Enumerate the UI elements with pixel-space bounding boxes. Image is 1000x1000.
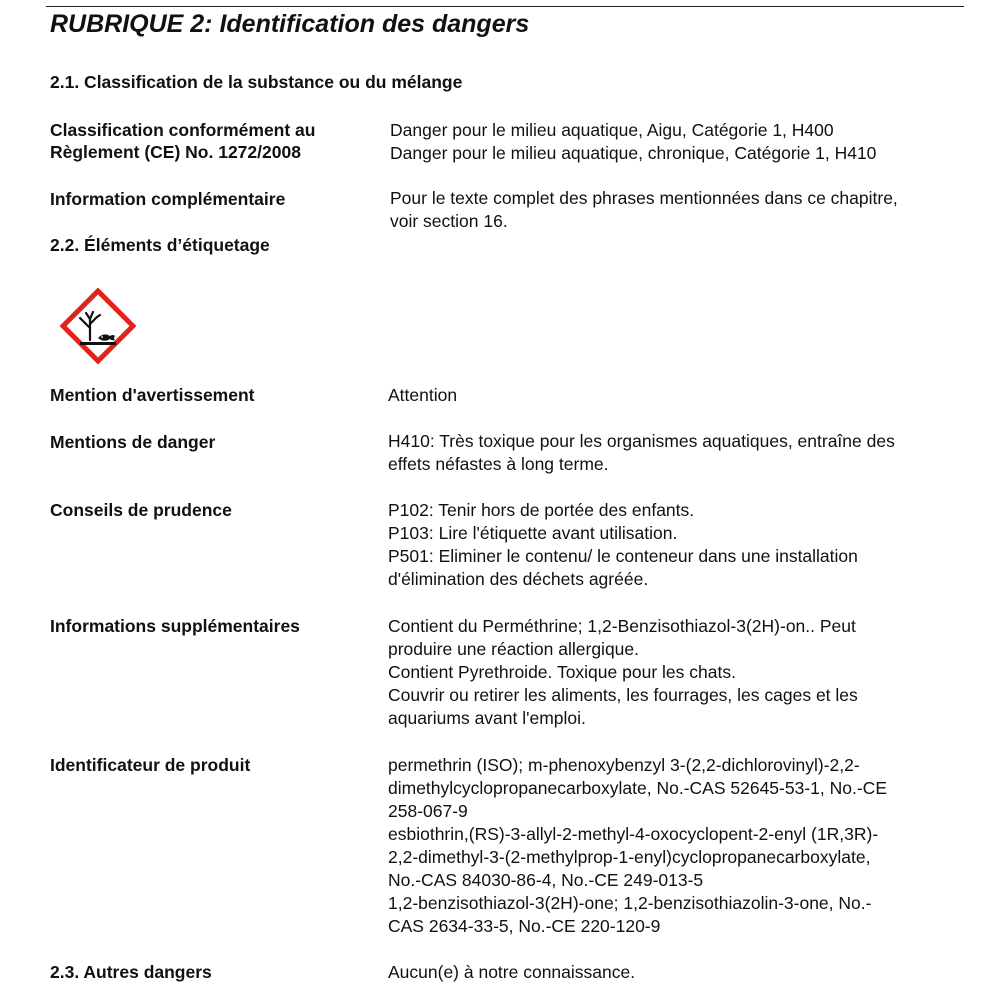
supplementary-line: Couvrir ou retirer les aliments, les fourrages, les cages et les <box>388 685 858 705</box>
precaution-line: d'élimination des déchets agréée. <box>388 569 649 589</box>
supplementary-line: produire une réaction allergique. <box>388 639 639 659</box>
hazard-statements-label: Mentions de danger <box>50 432 216 452</box>
product-identifier-label: Identificateur de produit <box>50 755 251 775</box>
classification-value <box>390 119 876 165</box>
section-title: RUBRIQUE 2: Identification des dangers <box>50 10 530 38</box>
supplementary-line: Contient du Perméthrine; 1,2-Benzisothiazol-3(2H)-on.. Peut <box>388 616 856 636</box>
signal-word-label: Mention d'avertissement <box>50 385 255 405</box>
info-value <box>390 187 898 233</box>
supplementary-info-label: Informations supplémentaires <box>50 616 300 636</box>
heading-2-3: 2.3. Autres dangers <box>50 962 212 982</box>
top-rule <box>46 6 964 7</box>
heading-2-1: 2.1. Classification de la substance ou du mélange <box>50 72 463 92</box>
product-identifier-value <box>388 754 887 938</box>
hazard-line: effets néfastes à long terme. <box>388 454 609 474</box>
precaution-line: P102: Tenir hors de portée des enfants. <box>388 500 695 520</box>
signal-word-value: Attention <box>388 385 458 405</box>
precaution-line: P103: Lire l'étiquette avant utilisation. <box>388 523 678 543</box>
precaution-line: P501: Eliminer le contenu/ le conteneur dans une installation <box>388 546 858 566</box>
other-hazards-value: Aucun(e) à notre connaissance. <box>388 962 636 982</box>
identifier-line: permethrin (ISO); m-phenoxybenzyl 3-(2,2-dichlorovinyl)-2,2- <box>388 755 860 775</box>
info-line: voir section 16. <box>390 211 508 231</box>
supplementary-line: Contient Pyrethroide. Toxique pour les chats. <box>388 662 736 682</box>
precautionary-statements-label: Conseils de prudence <box>50 500 232 520</box>
classification-line: Danger pour le milieu aquatique, chronique, Catégorie 1, H410 <box>390 143 877 163</box>
identifier-line: CAS 2634-33-5, No.-CE 220-120-9 <box>388 916 661 936</box>
identifier-line: 2,2-dimethyl-3-(2-methylprop-1-enyl)cyclopropanecarboxylate, <box>388 847 871 867</box>
info-line: Pour le texte complet des phrases mentionnées dans ce chapitre, <box>390 188 898 208</box>
identifier-line: esbiothrin,(RS)-3-allyl-2-methyl-4-oxocyclopent-2-enyl (1R,3R)- <box>388 824 879 844</box>
supplementary-line: aquariums avant l'emploi. <box>388 708 586 728</box>
hazard-line: H410: Très toxique pour les organismes aquatiques, entraîne des <box>388 431 895 451</box>
identifier-line: 1,2-benzisothiazol-3(2H)-one; 1,2-benzisothiazolin-3-one, No.- <box>388 893 872 913</box>
heading-2-2: 2.2. Éléments d’étiquetage <box>50 235 270 255</box>
identifier-line: dimethylcyclopropanecarboxylate, No.-CAS 52645-53-1, No.-CE <box>388 778 887 798</box>
classification-label-line: Classification conformément au <box>50 120 316 140</box>
identifier-line: No.-CAS 84030-86-4, No.-CE 249-013-5 <box>388 870 704 890</box>
classification-line: Danger pour le milieu aquatique, Aigu, Catégorie 1, H400 <box>390 120 834 140</box>
classification-label <box>50 119 315 163</box>
hazard-statements-value <box>388 430 895 476</box>
supplementary-info-value <box>388 615 858 730</box>
environment-hazard-pictogram-icon <box>60 288 136 364</box>
identifier-line: 258-067-9 <box>388 801 468 821</box>
precautionary-statements-value <box>388 499 858 591</box>
classification-label-line: Règlement (CE) No. 1272/2008 <box>50 142 301 162</box>
info-label: Information complémentaire <box>50 189 286 209</box>
